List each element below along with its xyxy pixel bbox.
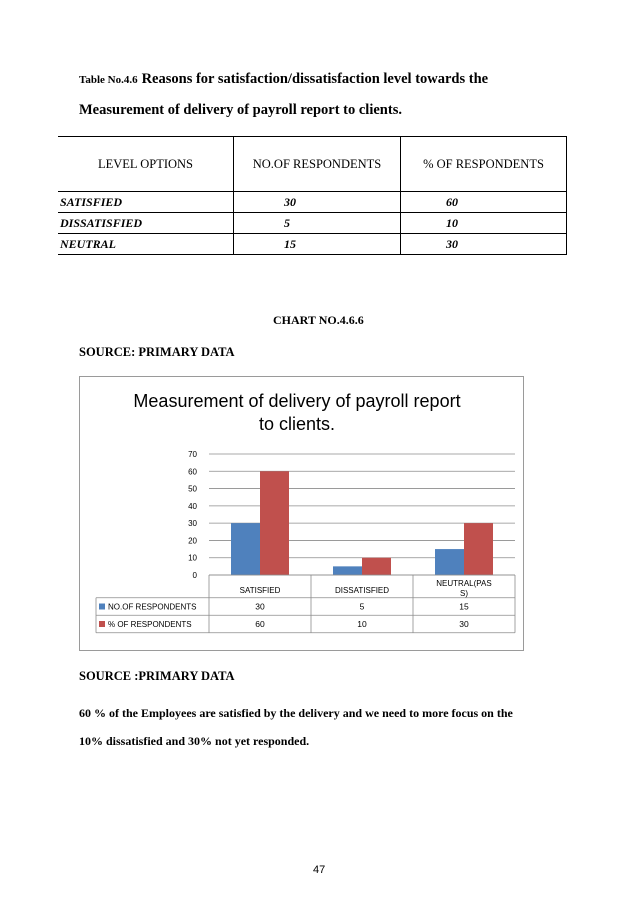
y-tick-label: 70 [188, 450, 197, 459]
chart-title-line2: to clients. [258, 414, 336, 434]
bar [362, 558, 391, 575]
chart-title-line1: Measurement of delivery of payroll report [133, 391, 461, 411]
bar [464, 523, 493, 575]
y-tick-label: 0 [192, 571, 197, 580]
summary-line-2: 10% dissatisfied and 30% not yet responded. [79, 734, 310, 748]
data-label: 10 [357, 619, 367, 629]
y-tick-label: 10 [188, 553, 197, 563]
table-title-line2: Measurement of delivery of payroll report to clients. [79, 102, 402, 118]
source-label-bottom: SOURCE :PRIMARY DATA [79, 669, 235, 683]
chart-number: CHART NO.4.6.6 [273, 313, 364, 327]
legend-label: % OF RESPONDENTS [108, 620, 192, 629]
header-no-of-respondents: NO.OF RESPONDENTS [234, 137, 401, 192]
chart-container [79, 376, 524, 651]
header-percent-respondents: % OF RESPONDENTS [401, 137, 567, 192]
page-number: 47 [313, 864, 326, 876]
y-tick-label: 60 [188, 467, 197, 477]
y-tick-label: 50 [188, 484, 197, 494]
x-category-label: S) [460, 589, 468, 598]
cell-level: SATISFIED [58, 192, 234, 213]
cell-count: 5 [234, 213, 401, 234]
bar-chart [80, 377, 523, 650]
cell-count: 15 [234, 234, 401, 255]
header-level-options: LEVEL OPTIONS [58, 137, 234, 192]
respondents-table [58, 136, 567, 255]
table-row [58, 213, 567, 234]
table-caption [79, 64, 579, 125]
cell-percent: 10 [401, 213, 567, 234]
data-label: 30 [459, 619, 469, 629]
y-tick-label: 40 [188, 501, 197, 511]
table-header-row [58, 137, 567, 192]
bar [333, 566, 362, 575]
data-label: 5 [359, 601, 365, 612]
y-tick-label: 30 [188, 519, 197, 529]
data-label: 30 [255, 601, 265, 612]
x-category-label: DISSATISFIED [334, 586, 390, 595]
bar [231, 523, 260, 575]
summary-paragraph [79, 699, 579, 755]
table-title-line1: Reasons for satisfaction/dissatisfaction level towards the [141, 71, 489, 87]
source-label-top: SOURCE: PRIMARY DATA [79, 345, 235, 359]
cell-percent: 60 [401, 192, 567, 213]
legend-label: NO.OF RESPONDENTS [108, 602, 197, 612]
legend-key [99, 621, 105, 627]
x-category-label: NEUTRAL(PAS [436, 579, 492, 588]
cell-level: NEUTRAL [58, 234, 234, 255]
legend-key [99, 604, 105, 610]
table-row [58, 234, 567, 255]
table-number: Table No.4.6 [79, 74, 138, 86]
bar [260, 471, 289, 575]
x-category-label: SATISFIED [239, 586, 281, 595]
cell-count: 30 [234, 192, 401, 213]
data-label: 15 [459, 601, 469, 612]
data-label: 60 [255, 619, 265, 629]
y-tick-label: 20 [188, 536, 197, 546]
cell-percent: 30 [401, 234, 567, 255]
summary-line-1: 60 % of the Employees are satisfied by the delivery and we need to more focus on the [79, 706, 513, 720]
cell-level: DISSATISFIED [58, 213, 234, 234]
bar [435, 549, 464, 575]
table-row [58, 192, 567, 213]
